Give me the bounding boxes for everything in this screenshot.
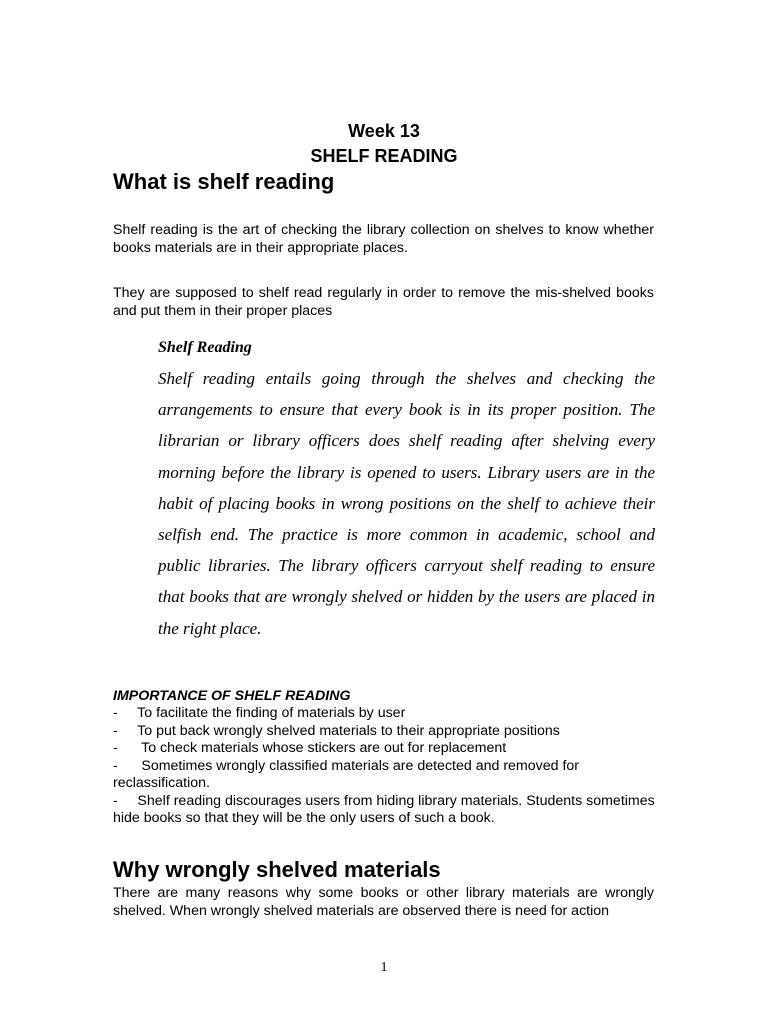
list-item: - Shelf reading discourages users from hiding library materials. Students sometimes hide books so that they will be the only users of such a book. bbox=[113, 792, 659, 826]
importance-heading: IMPORTANCE OF SHELF READING bbox=[113, 688, 351, 704]
section-heading-what-is: What is shelf reading bbox=[113, 169, 335, 194]
page-number: 1 bbox=[380, 960, 388, 975]
importance-list bbox=[113, 705, 658, 828]
list-item: - To facilitate the finding of materials by user bbox=[113, 705, 406, 721]
reasons-paragraph: There are many reasons why some books or other library materials are wrongly shelved. When wrongly shelved materials are observed there is need for action bbox=[113, 885, 654, 919]
section-heading-why-wrongly: Why wrongly shelved materials bbox=[113, 857, 441, 882]
definition-paragraph: Shelf reading is the art of checking the library collection on shelves to know whether books materials are in their appropriate places. bbox=[113, 222, 654, 256]
list-item: - Sometimes wrongly classified materials are detected and removed for reclassification. bbox=[113, 757, 583, 791]
purpose-paragraph: They are supposed to shelf read regularly in order to remove the mis-shelved books and put them in their proper places bbox=[113, 285, 654, 319]
quote-heading: Shelf Reading bbox=[158, 339, 252, 356]
list-item: - To check materials whose stickers are out for replacement bbox=[113, 740, 507, 756]
page-title: SHELF READING bbox=[310, 146, 458, 166]
quote-body: Shelf reading entails going through the shelves and checking the arrangements to ensure that every book is in its proper position. The librarian or library officers does shelf reading after shelving every morning before the library is opened to users. Library users are in the habit of placing books in wrong positions on the shelf to achieve their selfish end. The practice is more common in academic, school and public libraries. The library officers carryout shelf reading to ensure that books that are wrongly shelved or hidden by the users are placed in the right place. bbox=[158, 369, 655, 638]
week-label: Week 13 bbox=[348, 121, 420, 141]
list-item: - To put back wrongly shelved materials to their appropriate positions bbox=[113, 722, 560, 739]
